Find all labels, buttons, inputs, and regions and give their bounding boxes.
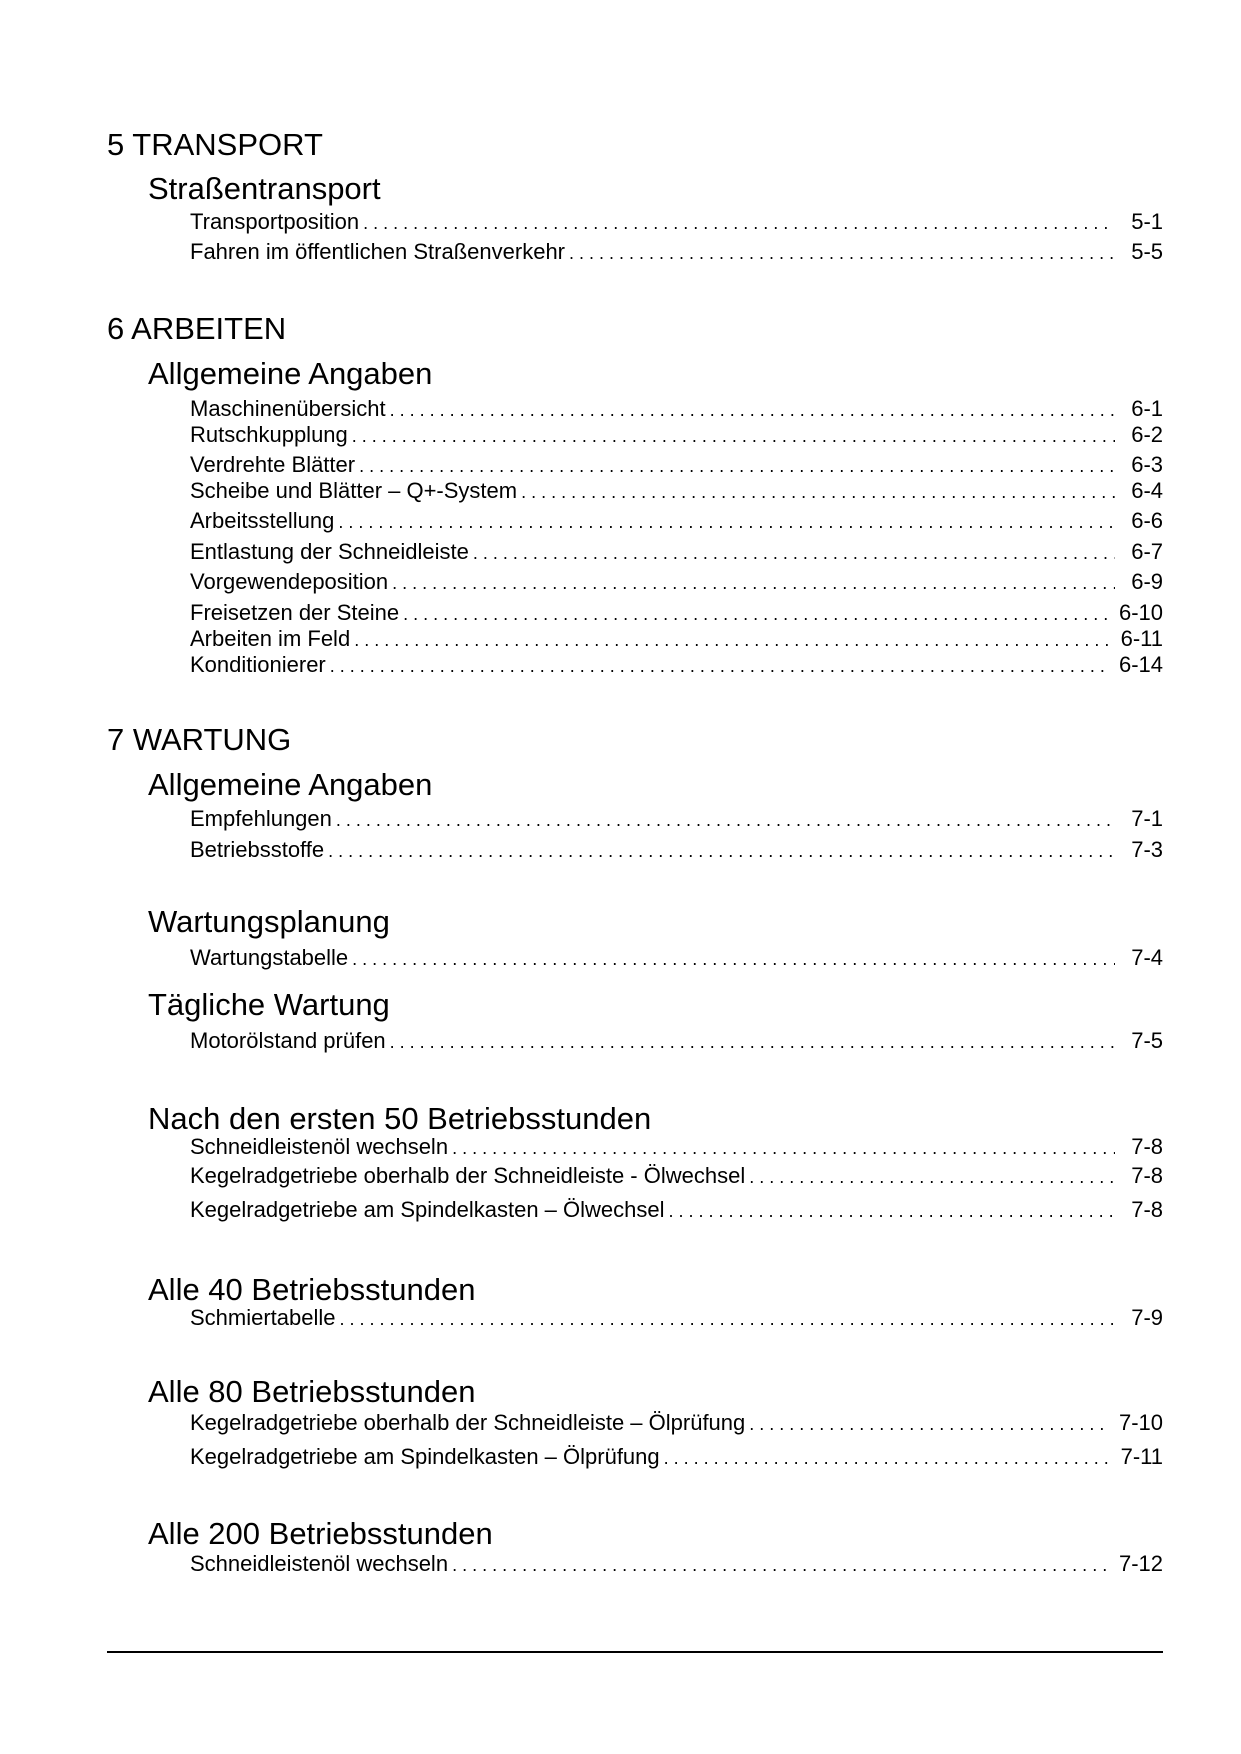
toc-entry-page: 7-9 [1131,1305,1163,1330]
dot-leader [390,1029,1115,1055]
toc-entry-page: 7-4 [1131,945,1163,970]
dot-leader [664,1445,1113,1471]
toc-entry[interactable] [190,478,1163,504]
toc-entry-page: 7-10 [1118,1410,1163,1435]
toc-entry[interactable] [190,837,1163,863]
toc-entry-label: Konditionierer [190,652,326,677]
toc-entry-label: Freisetzen der Steine [190,600,400,625]
toc-entry-label: Betriebsstoffe [190,837,325,862]
toc-entry[interactable] [190,1444,1163,1470]
toc-entry-label: Fahren im öffentlichen Straßenverkehr [190,239,565,264]
dot-leader [392,570,1115,596]
toc-entry-label: Arbeitsstellung [190,508,335,533]
dot-leader [340,1306,1115,1332]
toc-entry-label: Arbeiten im Feld [190,626,351,651]
toc-entry-page: 7-8 [1131,1197,1163,1222]
section-heading-taegliche-wartung: Tägliche Wartung [148,987,390,1022]
dot-leader [390,397,1115,423]
toc-entry-label: Scheibe und Blätter – Q+-System [190,478,518,503]
footer-divider [107,1651,1163,1653]
toc-entry-page: 6-9 [1131,569,1163,594]
toc-entry-label: Kegelradgetriebe oberhalb der Schneidleiste - Ölwechsel [190,1163,746,1188]
toc-entry[interactable] [190,239,1163,265]
toc-entry[interactable] [190,652,1163,678]
toc-entry-page: 6-14 [1118,652,1163,677]
toc-entry-page: 6-1 [1131,396,1163,421]
toc-entry[interactable] [190,600,1163,626]
toc-entry-page: 6-11 [1120,626,1163,651]
chapter-heading-5: 5 TRANSPORT [107,127,323,162]
dot-leader [521,479,1115,505]
toc-entry-page: 7-8 [1131,1163,1163,1188]
toc-entry-label: Schneidleistenöl wechseln [190,1551,449,1576]
toc-entry[interactable] [190,1028,1163,1054]
toc-entry-page: 5-1 [1131,209,1163,234]
section-heading-allgemeine-angaben-7: Allgemeine Angaben [148,767,433,802]
toc-entry-page: 6-10 [1118,600,1163,625]
dot-leader [749,1411,1111,1437]
dot-leader [569,240,1115,266]
toc-entry-label: Wartungstabelle [190,945,349,970]
dot-leader [354,627,1112,653]
dot-leader [338,509,1115,535]
toc-entry-page: 7-11 [1120,1444,1163,1469]
toc-entry-label: Kegelradgetriebe am Spindelkasten – Ölprüfung [190,1444,660,1469]
section-heading-allgemeine-angaben-6: Allgemeine Angaben [148,356,433,391]
toc-entry[interactable] [190,396,1163,422]
toc-entry-page: 5-5 [1131,239,1163,264]
dot-leader [403,601,1111,627]
dot-leader [328,838,1115,864]
dot-leader [336,807,1115,833]
dot-leader [352,423,1115,449]
toc-entry-label: Empfehlungen [190,806,332,831]
toc-entry-label: Schneidleistenöl wechseln [190,1134,449,1159]
toc-entry[interactable] [190,569,1163,595]
toc-entry-label: Entlastung der Schneidleiste [190,539,469,564]
toc-entry-label: Transportposition [190,209,360,234]
toc-entry[interactable] [190,1134,1163,1160]
section-heading-strassentransport: Straßentransport [148,171,381,206]
toc-entry[interactable] [190,945,1163,971]
chapter-heading-6: 6 ARBEITEN [107,311,287,346]
toc-entry[interactable] [190,1551,1163,1577]
section-heading-alle-80-betriebsstunden: Alle 80 Betriebsstunden [148,1374,476,1409]
toc-entry[interactable] [190,1410,1163,1436]
chapter-heading-7: 7 WARTUNG [107,722,292,757]
dot-leader [452,1552,1111,1578]
toc-entry-page: 6-4 [1131,478,1163,503]
toc-entry-label: Schmiertabelle [190,1305,336,1330]
toc-entry[interactable] [190,422,1163,448]
toc-entry-page: 6-6 [1131,508,1163,533]
toc-entry[interactable] [190,1305,1163,1331]
toc-entry[interactable] [190,209,1163,235]
section-heading-nach-50-betriebsstunden: Nach den ersten 50 Betriebsstunden [148,1101,652,1136]
toc-entry[interactable] [190,539,1163,565]
toc-entry-label: Maschinenübersicht [190,396,386,421]
dot-leader [452,1135,1115,1161]
toc-entry-label: Kegelradgetriebe oberhalb der Schneidleiste – Ölprüfung [190,1410,746,1435]
toc-entry[interactable] [190,806,1163,832]
toc-entry-page: 7-5 [1131,1028,1163,1053]
toc-entry[interactable] [190,508,1163,534]
toc-entry-page: 7-3 [1131,837,1163,862]
dot-leader [669,1198,1115,1224]
toc-entry-label: Kegelradgetriebe am Spindelkasten – Ölwechsel [190,1197,665,1222]
toc-entry-label: Verdrehte Blätter [190,452,356,477]
toc-entry-label: Vorgewendeposition [190,569,389,594]
toc-entry[interactable] [190,1163,1163,1189]
toc-entry-page: 6-2 [1131,422,1163,447]
dot-leader [473,540,1115,566]
toc-entry-page: 7-1 [1131,806,1163,831]
dot-leader [330,653,1111,679]
dot-leader [359,453,1115,479]
toc-entry-page: 7-12 [1118,1551,1163,1576]
toc-entry-label: Motorölstand prüfen [190,1028,386,1053]
dot-leader [352,946,1115,972]
section-heading-alle-40-betriebsstunden: Alle 40 Betriebsstunden [148,1272,476,1307]
toc-entry[interactable] [190,452,1163,478]
section-heading-alle-200-betriebsstunden: Alle 200 Betriebsstunden [148,1516,493,1551]
section-heading-wartungsplanung: Wartungsplanung [148,904,390,939]
toc-entry-page: 7-8 [1131,1134,1163,1159]
dot-leader [749,1164,1115,1190]
toc-entry-label: Rutschkupplung [190,422,348,447]
toc-entry-page: 6-3 [1131,452,1163,477]
toc-entry[interactable] [190,626,1163,652]
toc-entry[interactable] [190,1197,1163,1223]
dot-leader [363,210,1115,236]
toc-entry-page: 6-7 [1131,539,1163,564]
